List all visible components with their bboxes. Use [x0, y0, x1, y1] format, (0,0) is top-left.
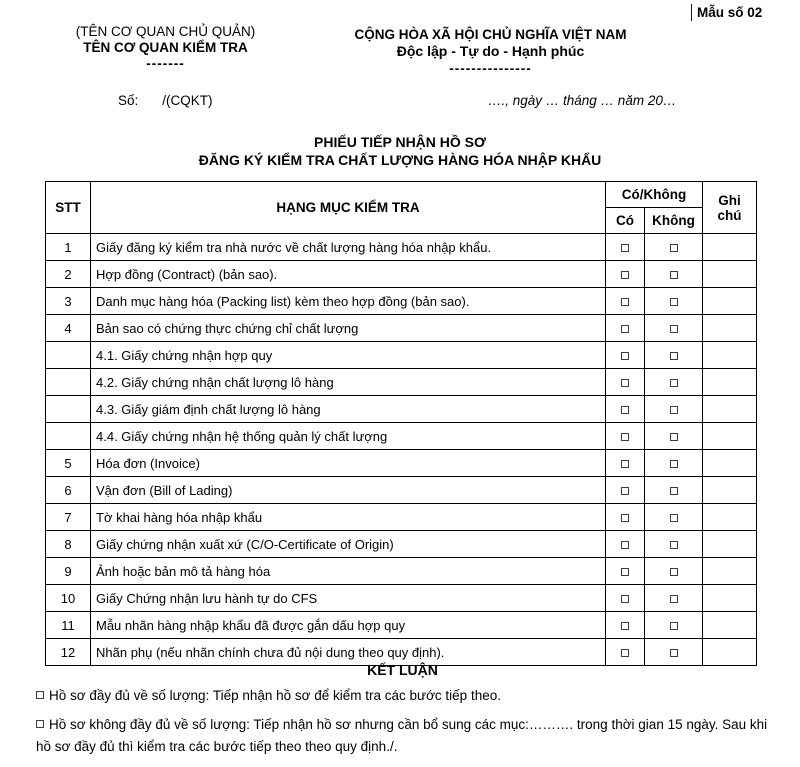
no-checkbox-cell [645, 558, 703, 585]
note-cell [703, 396, 757, 423]
row-number-cell: 3 [46, 288, 91, 315]
table-row [46, 558, 757, 585]
table-row [46, 450, 757, 477]
yes-checkbox-cell [606, 450, 645, 477]
yes-checkbox-cell [606, 369, 645, 396]
yes-checkbox[interactable] [621, 460, 629, 468]
no-checkbox-cell [645, 477, 703, 504]
header-stt: STT [46, 182, 91, 234]
no-checkbox[interactable] [670, 298, 678, 306]
table-row [46, 396, 757, 423]
row-item-cell: Giấy đăng ký kiểm tra nhà nước về chất lượng hàng hóa nhập khẩu. [91, 234, 606, 261]
motto-line: Độc lập - Tự do - Hạnh phúc [396, 43, 585, 59]
note-cell [703, 450, 757, 477]
row-item-cell: 4.4. Giấy chứng nhận hệ thống quản lý chất lượng [91, 423, 606, 450]
yes-checkbox-cell [606, 477, 645, 504]
table-row [46, 369, 757, 396]
note-cell [703, 369, 757, 396]
document-number-value: /(CQKT) [162, 93, 213, 108]
yes-checkbox-cell [606, 261, 645, 288]
header-no: Không [645, 208, 703, 234]
yes-checkbox[interactable] [621, 244, 629, 252]
row-number-cell: 6 [46, 477, 91, 504]
row-number-cell: 5 [46, 450, 91, 477]
yes-checkbox[interactable] [621, 406, 629, 414]
note-cell [703, 585, 757, 612]
yes-checkbox-cell [606, 396, 645, 423]
yes-checkbox[interactable] [621, 433, 629, 441]
note-cell [703, 342, 757, 369]
no-checkbox[interactable] [670, 352, 678, 360]
form-code-text: Mẫu số 02 [697, 5, 763, 20]
no-checkbox-cell [645, 342, 703, 369]
row-item-cell: 4.2. Giấy chứng nhận chất lượng lô hàng [91, 369, 606, 396]
row-item-cell: Ảnh hoặc bản mô tả hàng hóa [91, 558, 606, 585]
header-yes: Có [606, 208, 645, 234]
note-cell [703, 423, 757, 450]
table-header-row-1 [46, 182, 757, 208]
table-row [46, 504, 757, 531]
note-cell [703, 477, 757, 504]
note-cell [703, 315, 757, 342]
note-cell [703, 261, 757, 288]
no-checkbox[interactable] [670, 541, 678, 549]
row-number-cell: 7 [46, 504, 91, 531]
no-checkbox[interactable] [670, 514, 678, 522]
table-row [46, 342, 757, 369]
no-checkbox-cell [645, 423, 703, 450]
no-checkbox[interactable] [670, 271, 678, 279]
no-checkbox[interactable] [670, 433, 678, 441]
no-checkbox[interactable] [670, 568, 678, 576]
row-item-cell: 4.3. Giấy giám định chất lượng lô hàng [91, 396, 606, 423]
row-number-cell: 2 [46, 261, 91, 288]
row-number-cell: 4 [46, 315, 91, 342]
no-checkbox[interactable] [670, 649, 678, 657]
no-checkbox-cell [645, 288, 703, 315]
yes-checkbox-cell [606, 342, 645, 369]
yes-checkbox[interactable] [621, 325, 629, 333]
conclusion-option-incomplete-text: Hồ sơ không đầy đủ về số lượng: Tiếp nhận hồ sơ nhưng cần bổ sung các mục:………. trong thời gian 15 ngày. Sau khi hồ sơ đầy đủ thì kiểm tra các bước tiếp theo theo quy định./. [36, 717, 768, 754]
document-title-line2: ĐĂNG KÝ KIỂM TRA CHẤT LƯỢNG HÀNG HÓA NHẬP KHẨU [198, 151, 602, 168]
row-number-cell: 12 [46, 639, 91, 666]
document-number-line [118, 93, 213, 108]
header-note: Ghi chú [703, 182, 757, 234]
row-number-cell [46, 369, 91, 396]
inspection-agency-line: TÊN CƠ QUAN KIỂM TRA [83, 40, 248, 55]
table-row [46, 531, 757, 558]
row-number-cell: 9 [46, 558, 91, 585]
yes-checkbox[interactable] [621, 622, 629, 630]
issuing-agency-block [38, 24, 293, 72]
row-number-cell [46, 396, 91, 423]
header-yes-no: Có/Không [606, 182, 703, 208]
checklist-table [45, 181, 757, 666]
yes-checkbox[interactable] [621, 541, 629, 549]
row-item-cell: Hợp đồng (Contract) (bản sao). [91, 261, 606, 288]
no-checkbox-cell [645, 369, 703, 396]
document-title-line1: PHIẾU TIẾP NHẬN HỒ SƠ [314, 134, 486, 150]
no-checkbox-cell [645, 234, 703, 261]
note-cell [703, 504, 757, 531]
conclusion-title: KẾT LUẬN [367, 662, 438, 678]
no-checkbox[interactable] [670, 622, 678, 630]
row-item-cell: Nhãn phụ (nếu nhãn chính chưa đủ nội dung theo quy định). [91, 639, 606, 666]
row-item-cell: 4.1. Giấy chứng nhận hợp quy [91, 342, 606, 369]
table-row [46, 315, 757, 342]
row-item-cell: Giấy Chứng nhận lưu hành tự do CFS [91, 585, 606, 612]
conclusion-section [36, 662, 769, 758]
no-checkbox-cell [645, 504, 703, 531]
yes-checkbox[interactable] [621, 352, 629, 360]
conclusion-option-complete [36, 685, 769, 707]
country-name-line: CỘNG HÒA XÃ HỘI CHỦ NGHĨA VIỆT NAM [354, 27, 627, 42]
left-divider: ------- [146, 56, 185, 71]
row-number-cell [46, 423, 91, 450]
yes-checkbox[interactable] [621, 649, 629, 657]
no-checkbox-cell [645, 531, 703, 558]
yes-checkbox-cell [606, 288, 645, 315]
yes-checkbox-cell [606, 234, 645, 261]
row-number-cell: 10 [46, 585, 91, 612]
complete-checkbox[interactable] [36, 691, 44, 699]
row-number-cell [46, 342, 91, 369]
note-cell [703, 612, 757, 639]
yes-checkbox-cell [606, 558, 645, 585]
row-item-cell: Mẫu nhãn hàng nhập khẩu đã được gắn dấu hợp quy [91, 612, 606, 639]
row-item-cell: Vận đơn (Bill of Lading) [91, 477, 606, 504]
no-checkbox[interactable] [670, 595, 678, 603]
no-checkbox-cell [645, 315, 703, 342]
no-checkbox[interactable] [670, 325, 678, 333]
yes-checkbox[interactable] [621, 514, 629, 522]
note-cell [703, 288, 757, 315]
no-checkbox-cell [645, 396, 703, 423]
no-checkbox[interactable] [670, 460, 678, 468]
incomplete-checkbox[interactable] [36, 720, 44, 728]
note-cell [703, 558, 757, 585]
yes-checkbox-cell [606, 531, 645, 558]
date-line: …., ngày … tháng … năm 20… [488, 93, 677, 108]
yes-checkbox[interactable] [621, 298, 629, 306]
no-checkbox[interactable] [670, 487, 678, 495]
no-checkbox-cell [645, 261, 703, 288]
table-row [46, 423, 757, 450]
row-item-cell: Tờ khai hàng hóa nhập khẩu [91, 504, 606, 531]
table-row [46, 612, 757, 639]
row-item-cell: Bản sao có chứng thực chứng chỉ chất lượng [91, 315, 606, 342]
parent-agency-line: (TÊN CƠ QUAN CHỦ QUẢN) [75, 24, 256, 39]
no-checkbox-cell [645, 612, 703, 639]
row-number-cell: 8 [46, 531, 91, 558]
no-checkbox[interactable] [670, 406, 678, 414]
row-number-cell: 1 [46, 234, 91, 261]
yes-checkbox[interactable] [621, 271, 629, 279]
form-code-label [691, 4, 762, 21]
table-row [46, 477, 757, 504]
header-item: HẠNG MỤC KIỂM TRA [91, 182, 606, 234]
note-cell [703, 531, 757, 558]
conclusion-option-incomplete [36, 714, 769, 758]
right-divider: --------------- [449, 61, 532, 76]
no-checkbox-cell [645, 585, 703, 612]
table-row [46, 288, 757, 315]
yes-checkbox-cell [606, 612, 645, 639]
row-number-cell: 11 [46, 612, 91, 639]
national-motto-block [318, 26, 663, 77]
checklist-table-wrap [45, 181, 757, 666]
yes-checkbox-cell [606, 423, 645, 450]
row-item-cell: Giấy chứng nhận xuất xứ (C/O-Certificate of Origin) [91, 531, 606, 558]
no-checkbox[interactable] [670, 379, 678, 387]
yes-checkbox[interactable] [621, 595, 629, 603]
row-item-cell: Hóa đơn (Invoice) [91, 450, 606, 477]
table-row [46, 585, 757, 612]
yes-checkbox-cell [606, 585, 645, 612]
table-row [46, 261, 757, 288]
yes-checkbox[interactable] [621, 379, 629, 387]
table-row [46, 234, 757, 261]
yes-checkbox[interactable] [621, 487, 629, 495]
no-checkbox-cell [645, 450, 703, 477]
note-cell [703, 234, 757, 261]
yes-checkbox-cell [606, 504, 645, 531]
yes-checkbox[interactable] [621, 568, 629, 576]
no-checkbox[interactable] [670, 244, 678, 252]
document-title [0, 134, 800, 169]
yes-checkbox-cell [606, 315, 645, 342]
conclusion-option-complete-text: Hồ sơ đầy đủ về số lượng: Tiếp nhận hồ sơ để kiểm tra các bước tiếp theo. [49, 688, 501, 703]
document-number-label: Số: [118, 93, 139, 108]
row-item-cell: Danh mục hàng hóa (Packing list) kèm theo hợp đồng (bản sao). [91, 288, 606, 315]
